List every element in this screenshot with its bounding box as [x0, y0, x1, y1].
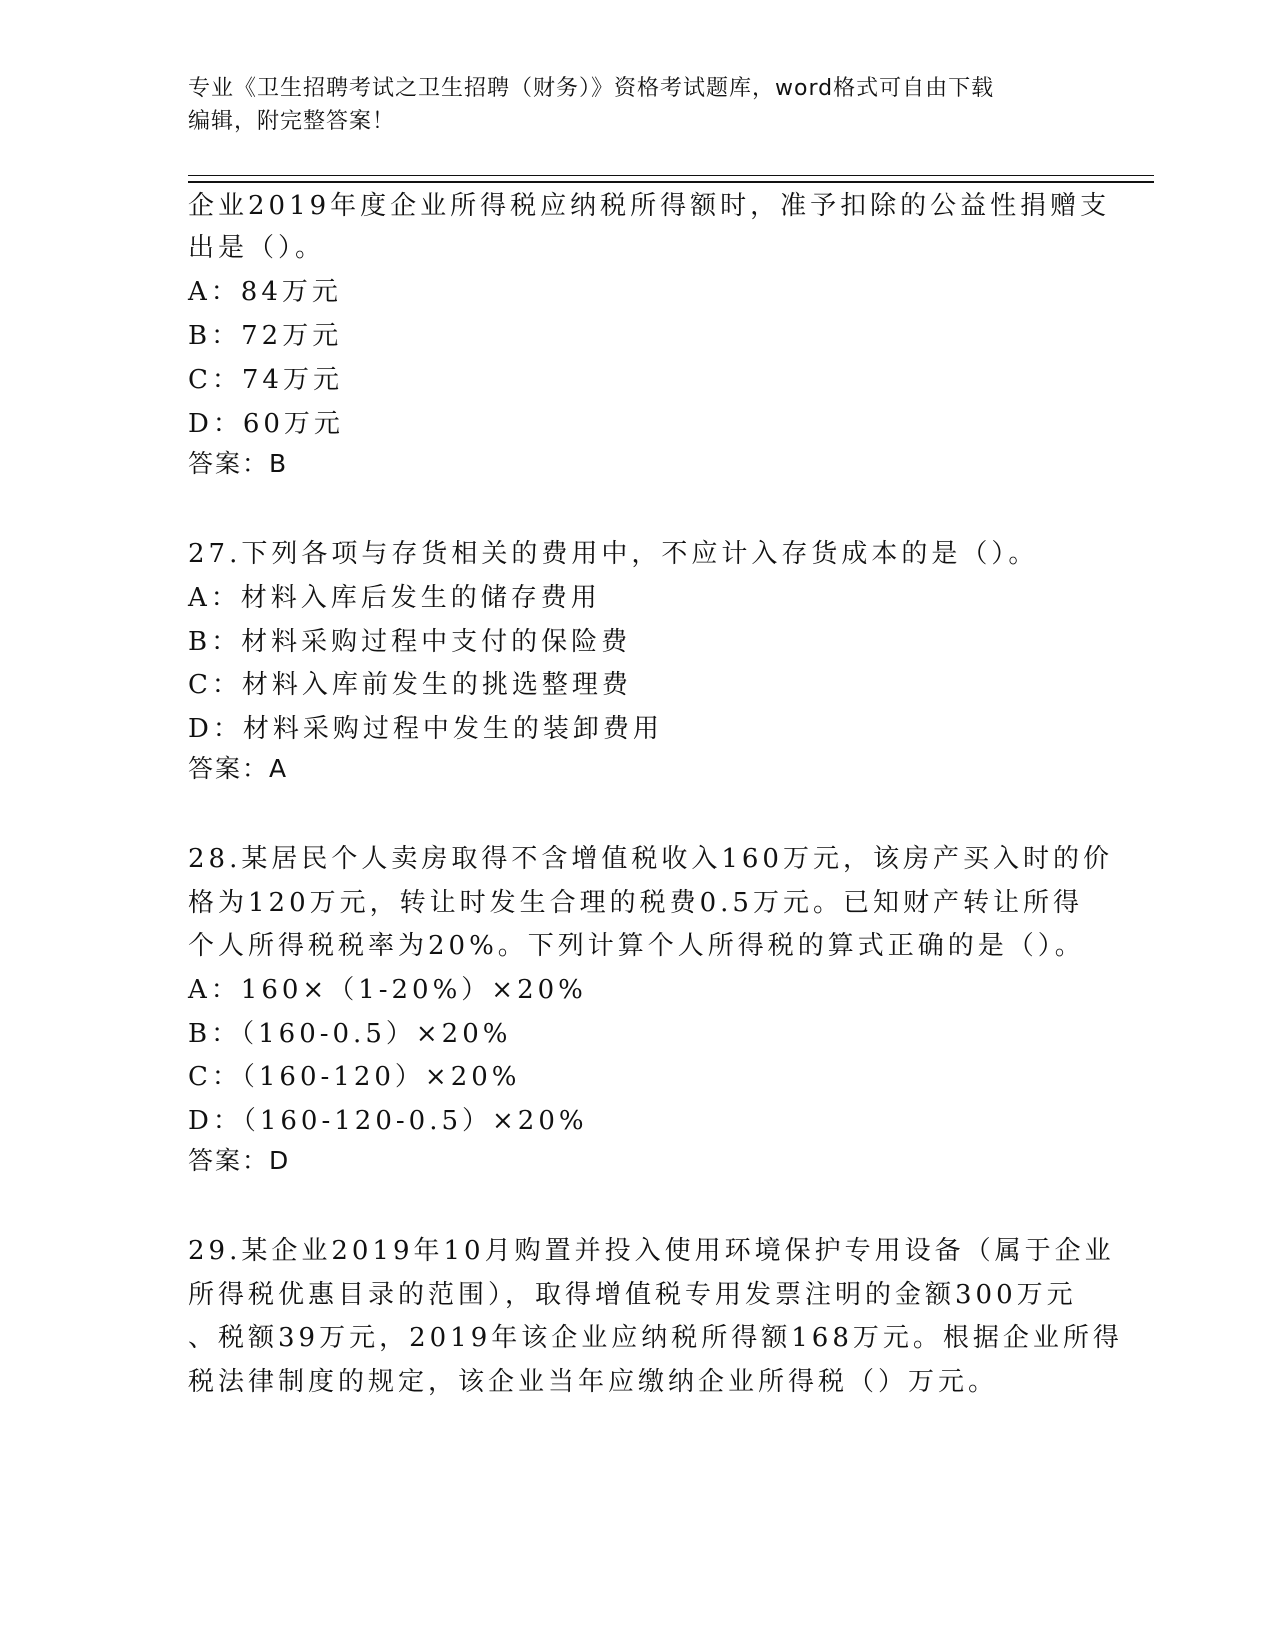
- option-a: A：84万元: [188, 277, 342, 307]
- option-b: B：材料采购过程中支付的保险费: [188, 627, 632, 657]
- option-b: B：（160-0.5）×20%: [188, 1019, 512, 1049]
- question-stem-line: 格为120万元，转让时发生合理的税费0.5万元。已知财产转让所得: [188, 888, 1083, 918]
- option-d: D：材料采购过程中发生的装卸费用: [188, 714, 663, 744]
- question-stem-line: 28.某居民个人卖房取得不含增值税收入160万元，该房产买入时的价: [188, 844, 1113, 874]
- question-stem-line: 、税额39万元，2019年该企业应纳税所得额168万元。根据企业所得: [188, 1323, 1123, 1353]
- answer-label: 答案：B: [188, 449, 289, 478]
- question-stem-line: 出是（）。: [188, 233, 326, 263]
- header-line-2: 编辑，附完整答案！: [188, 109, 396, 134]
- option-c: C：（160-120）×20%: [188, 1062, 521, 1092]
- header-divider-thin: [188, 175, 1154, 176]
- document-header: [188, 72, 1068, 138]
- question-stem-line: 所得税优惠目录的范围），取得增值税专用发票注明的金额300万元: [188, 1280, 1077, 1310]
- option-c: C：74万元: [188, 365, 343, 395]
- question-stem-line: 税法律制度的规定，该企业当年应缴纳企业所得税（）万元。: [188, 1367, 999, 1397]
- option-b: B：72万元: [188, 321, 343, 351]
- option-d: D：60万元: [188, 409, 344, 439]
- answer-label: 答案：D: [188, 1146, 291, 1175]
- header-line-1: 专业《卫生招聘考试之卫生招聘（财务）》资格考试题库，word格式可自由下载: [188, 76, 995, 101]
- question-stem-line: 企业2019年度企业所得税应纳税所得额时，准予扣除的公益性捐赠支: [188, 191, 1111, 221]
- option-c: C：材料入库前发生的挑选整理费: [188, 670, 632, 700]
- question-stem-line: 个人所得税税率为20%。下列计算个人所得税的算式正确的是（）。: [188, 931, 1085, 961]
- question-stem-line: 27.下列各项与存货相关的费用中，不应计入存货成本的是（）。: [188, 539, 1039, 569]
- option-a: A：160×（1-20%）×20%: [188, 975, 587, 1005]
- option-a: A：材料入库后发生的储存费用: [188, 583, 601, 613]
- option-d: D：（160-120-0.5）×20%: [188, 1106, 588, 1136]
- question-stem-line: 29.某企业2019年10月购置并投入使用环境保护专用设备（属于企业: [188, 1236, 1115, 1266]
- answer-label: 答案：A: [188, 754, 289, 783]
- header-divider-thick: [188, 181, 1154, 183]
